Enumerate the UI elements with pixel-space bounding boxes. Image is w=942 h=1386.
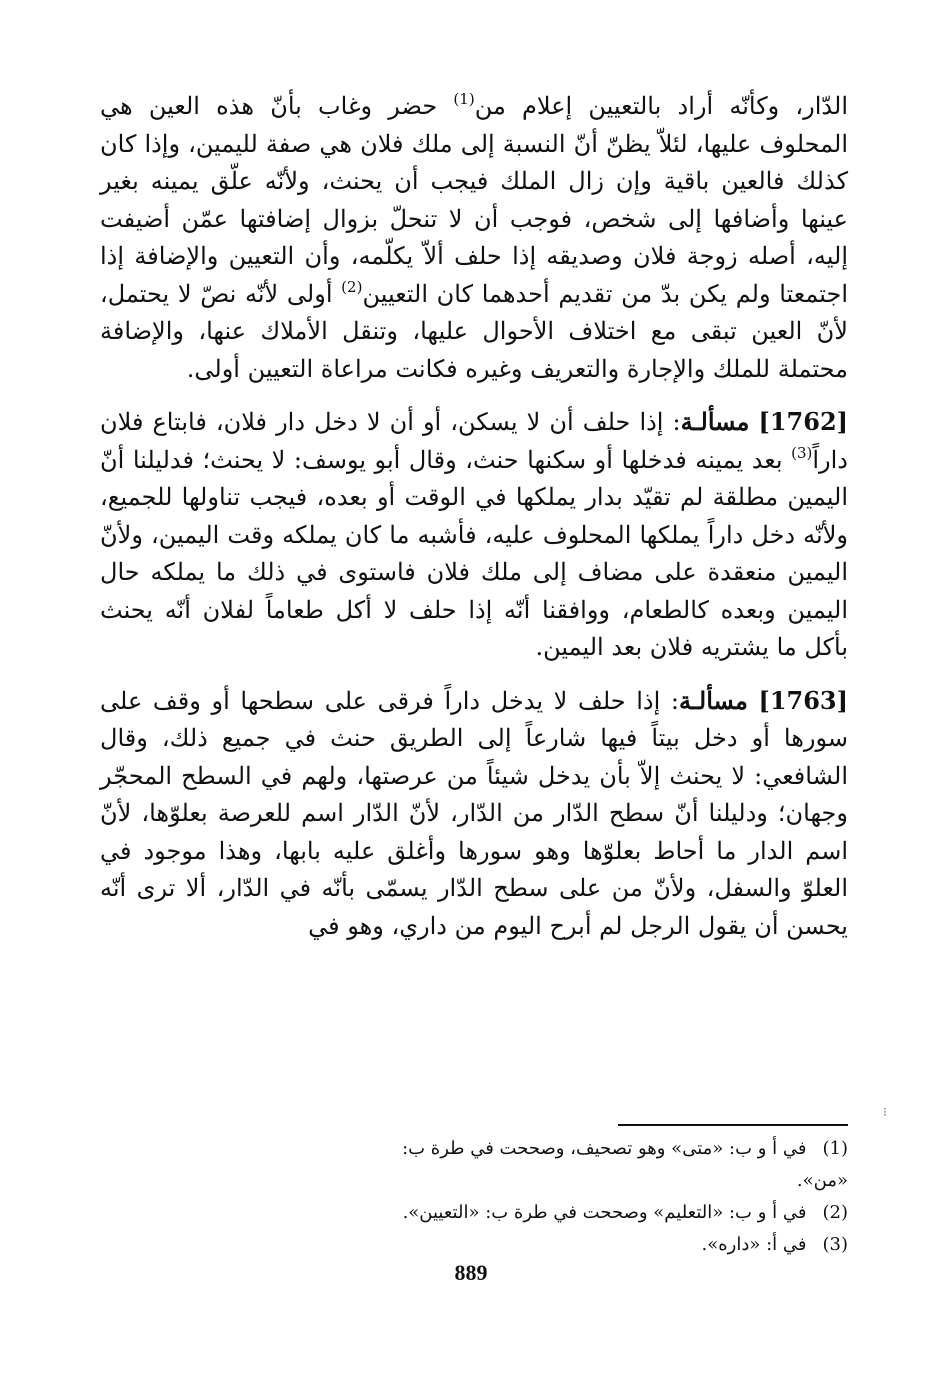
footnote-text: في أ: «داره». (701, 1234, 807, 1255)
text-segment: : إذا حلف لا يدخل داراً فرقى على سطحها أو وقف على سورها أو دخل بيتاً فيها شارعاً إلى الطريق حنث في جميع ذلك، وقال الشافعي: لا يحنث إلاّ بأن يدخل شيئاً من عرصتها، ولهم في السطح المحجّر وجهان؛ ودليلنا أنّ سطح الدّار من الدّار، لأنّ الدّار اسم للعرصة بعلوّها، لأنّ اسم الدار ما أحاط بعلوّها وهو سورها وأغلق عليه بابها، وهذا موجود في العلوّ والسفل، ولأنّ من على سطح الدّار يسمّى بأنّه في الدّار، ألا ترى أنّه يحسن أن يقول الرجل لم أبرح اليوم من داري، وهو في (100, 686, 848, 940)
footnote (380, 1133, 848, 1197)
issue-paragraph (100, 403, 848, 667)
scan-speck: ⁝ (883, 1105, 887, 1119)
issue-label: مسألـة (679, 685, 748, 715)
text-segment: حضر وغاب بأنّ هذه العين هي المحلوف عليها، لئلاّ يظنّ أنّ النسبة إلى ملك فلان هي صفة لليمين، وإذا كان كذلك فالعين باقية وإن زال الملك فيجب أن يحنث، ولأنّه علّق يمينه بغير عينها وأضافها إلى شخص، فوجب أن لا تنحلّ بزوال إضافتها عمّن أضيفت إليه، أصله زوجة فلان وصديقه إذا حلف ألاّ يكلّمه، وأن التعيين والإضافة إذا اجتمعتا ولم يكن بدّ من تقديم أحدهما كان التعيين (100, 92, 849, 308)
issue-number: [1762] (758, 407, 848, 436)
footnote-number: (2) (822, 1202, 848, 1223)
footnote-text: في أ و ب: «التعليم» وصححت في طرة ب: «التعيين». (402, 1202, 807, 1223)
text-segment: : إذا حلف أن لا يسكن، أو أن لا دخل دار فلان، فابتاع فلان داراً (100, 408, 848, 474)
footnote-number: (3) (822, 1234, 848, 1255)
footnote-reference: (3) (791, 443, 813, 462)
footnote (380, 1229, 848, 1261)
text-segment: بعد يمينه فدخلها أو سكنها حنث، وقال أبو يوسف: لا يحنث؛ فدليلنا أنّ اليمين مطلقة لم تقيّد بدار يملكها في الوقت أو بعده، فيجب تناولها للجميع، ولأنّه دخل داراً يملكها المحلوف عليه، فأشبه ما كان يملكه وقت اليمين، ولأنّ اليمين منعقدة على مضاف إلى ملك فلان فاستوى في ذلك ما يملكه حال اليمين وبعده كالطعام، ووافقنا أنّه إذا حلف لا أكل طعاماً لفلان أنّه يحنث بأكل ما يشتريه فلان بعد اليمين. (100, 445, 848, 661)
paragraph (100, 88, 848, 388)
footnotes (380, 1133, 848, 1261)
footnote-separator (618, 1124, 848, 1126)
footnote-reference: (2) (341, 277, 363, 296)
footnote-text: في أ و ب: «متى» وهو تصحيف، وصححت في طرة ب: «من». (402, 1138, 848, 1191)
footnote (380, 1197, 848, 1229)
text-segment: أولى لأنّه نصّ لا يحتمل، لأنّ العين تبقى مع اختلاف الأحوال عليها، وتنقل الأملاك عنها، والإضافة محتملة للملك والإجارة والتعريف وغيره فكانت مراعاة التعيين أولى. (100, 279, 848, 383)
footnote-number: (1) (822, 1138, 848, 1159)
issue-label: مسألـة (680, 407, 750, 436)
page-number: 889 (454, 1260, 488, 1285)
issue-paragraph (100, 682, 848, 946)
text-segment: الدّار، وكأنّه أراد بالتعيين إعلام من (474, 92, 849, 120)
issue-number: [1763] (758, 685, 848, 715)
footnote-reference: (1) (453, 90, 475, 108)
page-body (100, 88, 848, 945)
